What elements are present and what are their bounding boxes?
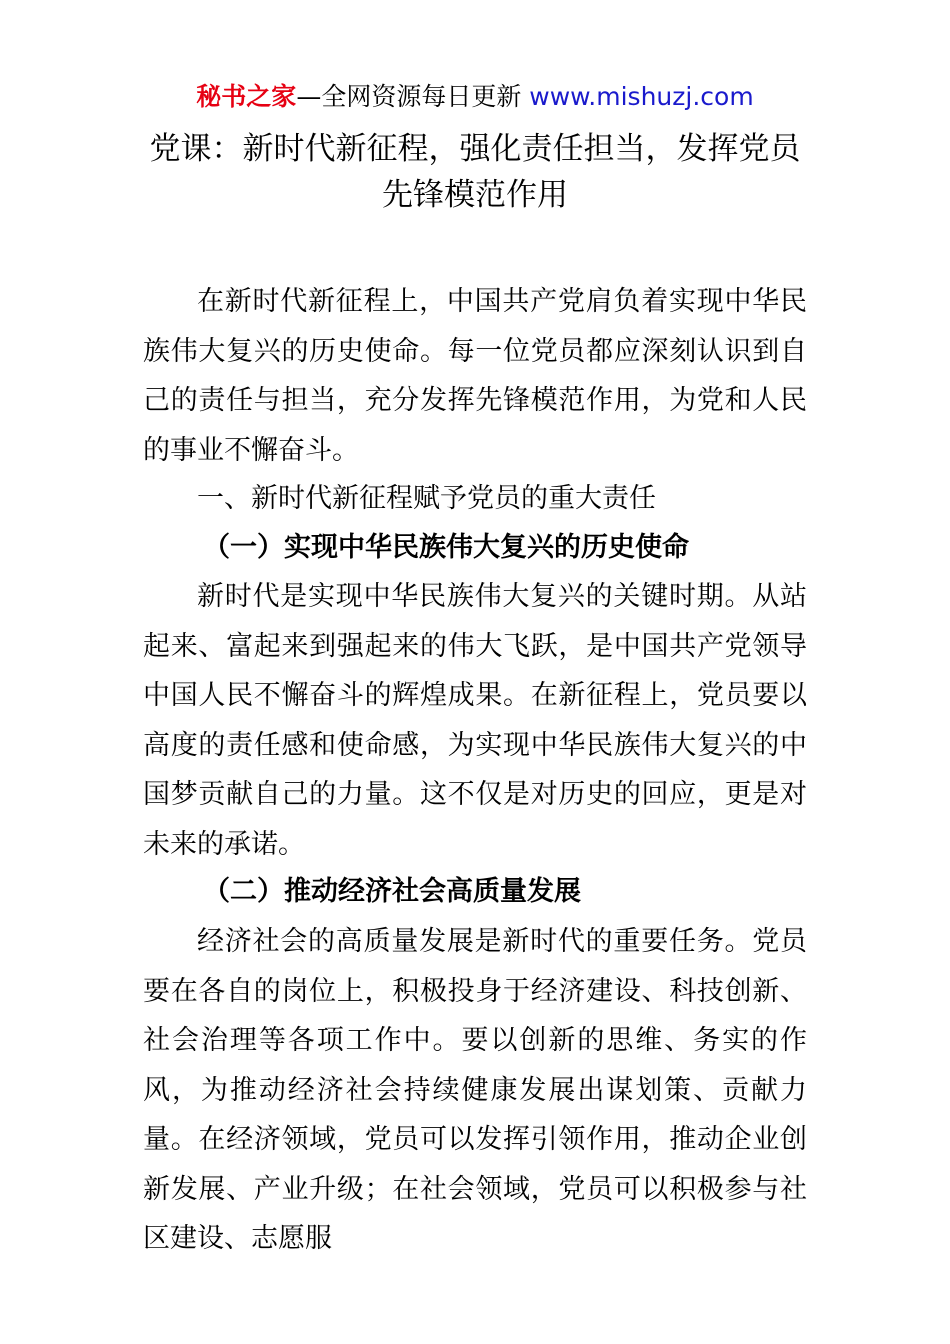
site-header: [0, 80, 950, 114]
document-title: 党课：新时代新征程，强化责任担当，发挥党员先锋模范作用: [149, 131, 801, 213]
section-heading-1: 一、新时代新征程赋予党员的重大责任: [197, 483, 656, 514]
intro-paragraph: 在新时代新征程上，中国共产党肩负着实现中华民族伟大复兴的历史使命。每一位党员都应深刻认识到自己的责任与担当，充分发挥先锋模范作用，为党和人民的事业不懈奋斗。: [143, 286, 807, 466]
subsection-heading-2: （二）推动经济社会高质量发展: [203, 876, 581, 907]
site-url-link[interactable]: www.mishuzj.com: [529, 82, 754, 111]
subsection-paragraph-1: 新时代是实现中华民族伟大复兴的关键时期。从站起来、富起来到强起来的伟大飞跃，是中国共产党领导中国人民不懈奋斗的辉煌成果。在新征程上，党员要以高度的责任感和使命感，为实现中华民族伟大复兴的中国梦贡献自己的力量。这不仅是对历史的回应，更是对未来的承诺。: [143, 581, 807, 860]
subsection-paragraph-2: 经济社会的高质量发展是新时代的重要任务。党员要在各自的岗位上，积极投身于经济建设、科技创新、社会治理等各项工作中。要以创新的思维、务实的作风，为推动经济社会持续健康发展出谋划策、贡献力量。在经济领域，党员可以发挥引领作用，推动企业创新发展、产业升级；在社会领域，党员可以积极参与社区建设、志愿服: [143, 926, 807, 1254]
subsection-heading-1: （一）实现中华民族伟大复兴的历史使命: [203, 532, 689, 563]
brand-name: 秘书之家: [196, 82, 297, 111]
header-tagline: —全网资源每日更新: [296, 82, 530, 111]
